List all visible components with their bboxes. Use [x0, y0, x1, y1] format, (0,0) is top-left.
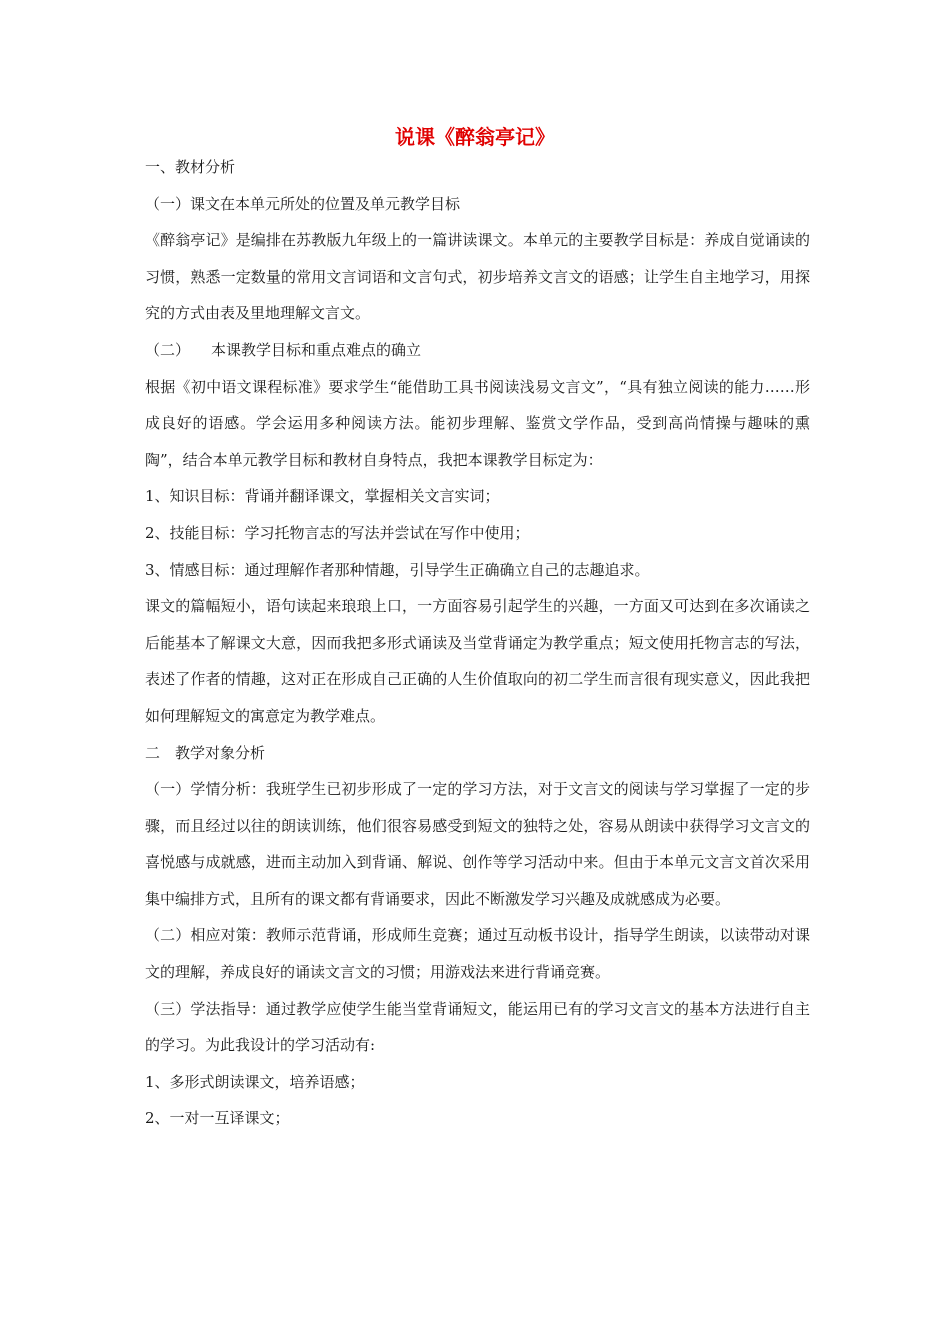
- paragraph-study-guidance: （三）学法指导：通过教学应使学生能当堂背诵短文，能运用已有的学习文言文的基本方法进行自主的学习。为此我设计的学习活动有:: [145, 999, 810, 1055]
- paragraph-unit-goals: 《醉翁亭记》是编排在苏教版九年级上的一篇讲读课文。本单元的主要教学目标是：养成自觉诵读的习惯，熟悉一定数量的常用文言词语和文言句式，初步培养文言文的语感；让学生自主地学习，用探究的方式由表及里地理解文言文。: [145, 231, 810, 323]
- subsection-heading-1-1: （一）课文在本单元所处的位置及单元教学目标: [145, 194, 461, 213]
- paragraph-curriculum-standard: 根据《初中语文课程标准》要求学生“能借助工具书阅读浅易文言文”，“具有独立阅读的能力……形成良好的语感。学会运用多种阅读方法。能初步理解、鉴赏文学作品，受到高尚情操与趣味的熏陶”，结合本单元教学目标和教材自身特点，我把本课教学目标定为：: [145, 377, 810, 469]
- activity-1: 1、多形式朗读课文，培养语感；: [145, 1072, 365, 1091]
- paragraph-learner-analysis: （一）学情分析：我班学生已初步形成了一定的学习方法，对于文言文的阅读与学习掌握了一定的步骤，而且经过以往的朗读训练，他们很容易感受到短文的独特之处，容易从朗读中获得学习文言文的喜悦感与成就感，进而主动加入到背诵、解说、创作等学习活动中来。但由于本单元文言文首次采用集中编排方式，且所有的课文都有背诵要求，因此不断激发学习兴趣及成就感成为必要。: [145, 780, 810, 908]
- goal-skill: 2、技能目标：学习托物言志的写法并尝试在写作中使用；: [145, 523, 530, 542]
- paragraph-strategies: （二）相应对策：教师示范背诵，形成师生竞赛；通过互动板书设计，指导学生朗读，以读带动对课文的理解，养成良好的诵读文言文的习惯；用游戏法来进行背诵竞赛。: [145, 926, 810, 982]
- paragraph-key-points: 课文的篇幅短小，语句读起来琅琅上口，一方面容易引起学生的兴趣，一方面又可达到在多次诵读之后能基本了解课文大意，因而我把多形式诵读及当堂背诵定为教学重点；短文使用托物言志的写法，表述了作者的情趣，这对正在形成自己正确的人生价值取向的初二学生而言很有现实意义，因此我把如何理解短文的寓意定为教学难点。: [145, 597, 810, 725]
- document-body: [145, 149, 810, 1137]
- section-heading-1: 一、教材分析: [145, 158, 236, 176]
- document-title: 说课《醉翁亭记》: [395, 125, 555, 149]
- subsection-heading-1-2: [145, 332, 810, 369]
- subsection-text: 本课教学目标和重点难点的确立: [211, 340, 422, 359]
- goal-emotion: 3、情感目标：通过理解作者那种情趣，引导学生正确确立自己的志趣追求。: [145, 560, 650, 579]
- activity-2: 2、一对一互译课文；: [145, 1109, 290, 1128]
- subsection-number: （二）: [145, 340, 191, 359]
- goal-knowledge: 1、知识目标：背诵并翻译课文，掌握相关文言实词；: [145, 487, 500, 506]
- section-heading-2: 二 教学对象分析: [145, 743, 266, 762]
